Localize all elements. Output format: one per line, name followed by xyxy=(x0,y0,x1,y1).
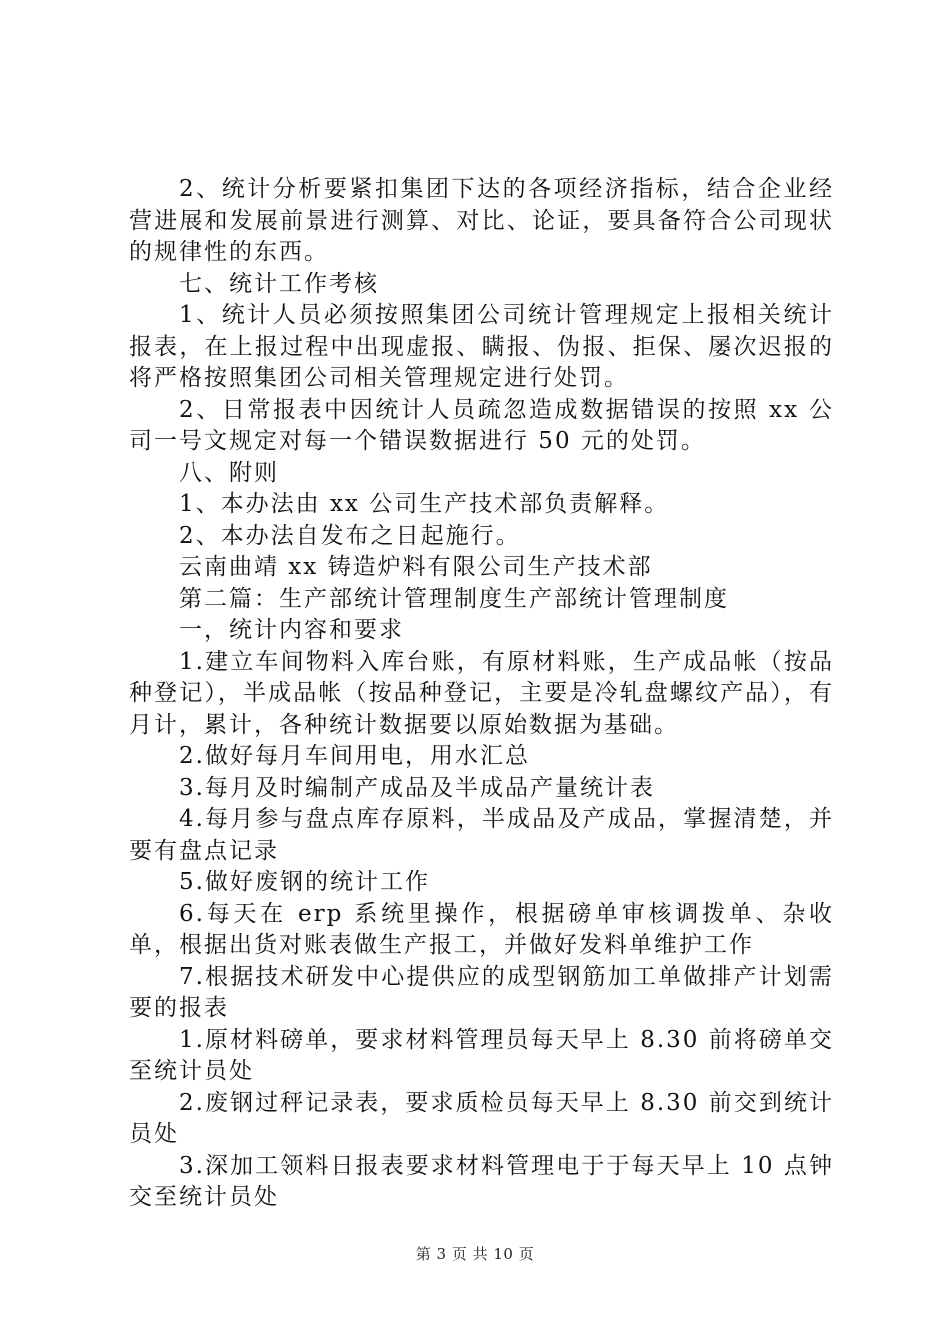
section-heading: 七、统计工作考核 xyxy=(179,270,379,297)
document-body xyxy=(129,174,834,1214)
paragraph: 3.深加工领料日报表要求材料管理电于于每天早上 10 点钟交至统计员处 xyxy=(129,1152,834,1210)
signature-line: 云南曲靖 xx 铸造炉料有限公司生产技术部 xyxy=(179,554,653,580)
section-heading: 一，统计内容和要求 xyxy=(179,617,404,643)
paragraph: 2、本办法自发布之日起施行。 xyxy=(179,522,521,549)
paragraph: 1.建立车间物料入库台账，有原材料账，生产成品帐（按品种登记），半成品帐（按品种登记，主要是冷轧盘螺纹产品），有月计，累计，各种统计数据要以原始数据为基础。 xyxy=(129,648,834,738)
paragraph: 1、统计人员必须按照集团公司统计管理规定上报相关统计报表，在上报过程中出现虚报、瞒报、伪报、拒保、屡次迟报的将严格按照集团公司相关管理规定进行处罚。 xyxy=(129,302,834,391)
paragraph: 5.做好废钢的统计工作 xyxy=(179,869,430,895)
section-heading: 八、附则 xyxy=(179,459,279,486)
paragraph: 7.根据技术研发中心提供应的成型钢筋加工单做排产计划需要的报表 xyxy=(129,963,834,1021)
paragraph: 2、日常报表中因统计人员疏忽造成数据错误的按照 xx 公司一号文规定对每一个错误数据进行 50 元的处罚。 xyxy=(129,396,834,454)
paragraph: 1.原材料磅单，要求材料管理员每天早上 8.30 前将磅单交至统计员处 xyxy=(129,1026,834,1084)
paragraph: 3.每月及时编制产成品及半成品产量统计表 xyxy=(179,774,655,801)
paragraph: 2.做好每月车间用电，用水汇总 xyxy=(179,743,530,769)
paragraph: 2、统计分析要紧扣集团下达的各项经济指标，结合企业经营进展和发展前景进行测算、对比、论证，要具备符合公司现状的规律性的东西。 xyxy=(129,176,834,265)
chapter-title: 第二篇：生产部统计管理制度生产部统计管理制度 xyxy=(179,585,729,612)
paragraph: 4.每月参与盘点库存原料，半成品及产成品，掌握清楚，并要有盘点记录 xyxy=(129,806,834,864)
page-number-footer: 第 3 页 共 10 页 xyxy=(415,1245,535,1263)
paragraph: 2.废钢过秤记录表，要求质检员每天早上 8.30 前交到统计员处 xyxy=(129,1089,834,1147)
paragraph: 1、本办法由 xx 公司生产技术部负责解释。 xyxy=(179,491,670,517)
paragraph: 6.每天在 erp 系统里操作，根据磅单审核调拨单、杂收单，根据出货对账表做生产报工，并做好发料单维护工作 xyxy=(129,900,834,958)
